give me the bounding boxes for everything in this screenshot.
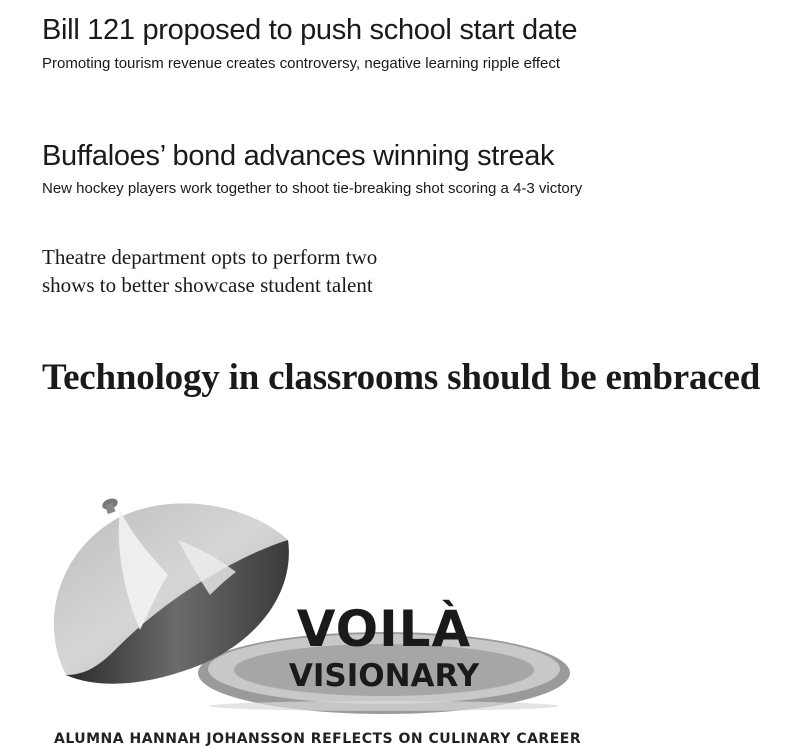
feature-caption[interactable]: ALUMNA HANNAH JOHANSSON REFLECTS ON CULINARY CAREER <box>54 731 582 747</box>
story-2-headline[interactable]: Buffaloes’ bond advances winning streak <box>42 140 555 172</box>
story-3-headline-line-2: shows to better showcase student talent <box>42 273 373 297</box>
feature-title-line-2: VISIONARY <box>288 658 480 694</box>
story-4-headline[interactable]: Technology in classrooms should be embraced <box>42 357 761 398</box>
story-2-subhead: New hockey players work together to shoot tie-breaking shot scoring a 4-3 victory <box>42 180 583 197</box>
story-1-subhead: Promoting tourism revenue creates controversy, negative learning ripple effect <box>42 55 561 72</box>
voila-visionary-feature[interactable] <box>0 480 800 730</box>
story-3-headline-line-1: Theatre department opts to perform two <box>42 245 378 269</box>
story-1-headline[interactable]: Bill 121 proposed to push school start date <box>42 14 578 46</box>
story-3-headline[interactable] <box>42 243 377 299</box>
feature-title-line-1: VOILÀ <box>296 600 472 658</box>
